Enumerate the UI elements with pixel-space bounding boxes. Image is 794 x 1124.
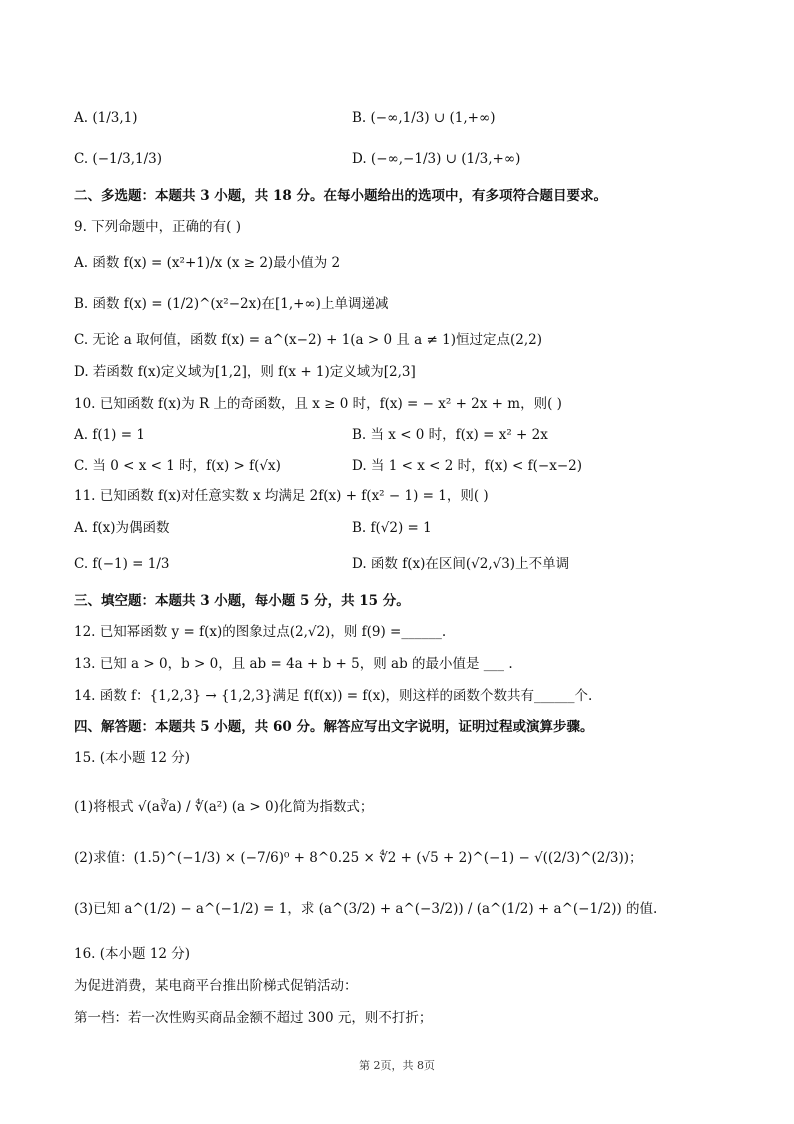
q11-stem: 11. 已知函数 f(x)对任意实数 x 均满足 2f(x) + f(x² − 1) = 1，则( ) [74, 488, 489, 504]
q15-part-2: (2)求值：(1.5)^(−1/3) × (−7/6)⁰ + 8^0.25 × ∜2 + (√5 + 2)^(−1) − √((2/3)^(2/3))； [74, 850, 643, 866]
q10-option-d: D. 当 1 < x < 2 时，f(x) < f(−x−2) [352, 458, 582, 474]
q11-option-d: D. 函数 f(x)在区间(√2,√3)上不单调 [352, 556, 570, 572]
q16-tier-1: 第一档：若一次性购买商品金额不超过 300 元，则不打折； [74, 1010, 433, 1026]
q11-option-b: B. f(√2) = 1 [352, 520, 432, 536]
q8-option-c: C. (−1/3,1/3) [74, 151, 163, 167]
q11-option-c: C. f(−1) = 1/3 [74, 556, 170, 572]
q15-heading: 15. (本小题 12 分) [74, 750, 191, 766]
q14: 14. 函数 f：{1,2,3} → {1,2,3}满足 f(f(x)) = f(x)，则这样的函数个数共有______个. [74, 688, 593, 704]
q9-option-a: A. 函数 f(x) = (x²+1)/x (x ≥ 2)最小值为 2 [74, 255, 341, 271]
section-heading-fill-blank: 三、填空题：本题共 3 小题，每小题 5 分，共 15 分。 [74, 593, 410, 609]
q9-option-d: D. 若函数 f(x)定义域为[1,2]，则 f(x + 1)定义域为[2,3] [74, 364, 416, 380]
q9-option-c: C. 无论 a 取何值，函数 f(x) = a^(x−2) + 1(a > 0 且 a ≠ 1)恒过定点(2,2) [74, 332, 542, 348]
q15-part-1: (1)将根式 √(a∛a) / ∜(a²) (a > 0)化简为指数式； [74, 799, 374, 815]
q9-option-b: B. 函数 f(x) = (1/2)^(x²−2x)在[1,+∞)上单调递减 [74, 296, 389, 312]
q9-stem: 9. 下列命题中，正确的有( ) [74, 219, 241, 235]
q8-option-a: A. (1/3,1) [74, 110, 138, 126]
q8-option-d: D. (−∞,−1/3) ∪ (1/3,+∞) [352, 151, 521, 167]
page-footer: 第 2页，共 8页 [359, 1059, 435, 1072]
q11-option-a: A. f(x)为偶函数 [74, 520, 170, 536]
section-heading-multiple-choice: 二、多选题：本题共 3 小题，共 18 分。在每小题给出的选项中，有多项符合题目要求。 [74, 188, 607, 204]
section-heading-solution: 四、解答题：本题共 5 小题，共 60 分。解答应写出文字说明，证明过程或演算步骤。 [74, 719, 594, 735]
q10-option-c: C. 当 0 < x < 1 时，f(x) > f(√x) [74, 458, 281, 474]
q16-intro: 为促进消费，某电商平台推出阶梯式促销活动： [74, 978, 358, 994]
q10-stem: 10. 已知函数 f(x)为 R 上的奇函数，且 x ≥ 0 时，f(x) = − x² + 2x + m，则( ) [74, 396, 562, 412]
q15-part-3: (3)已知 a^(1/2) − a^(−1/2) = 1，求 (a^(3/2) + a^(−3/2)) / (a^(1/2) + a^(−1/2)) 的值. [74, 901, 658, 917]
q10-option-b: B. 当 x < 0 时，f(x) = x² + 2x [352, 427, 548, 443]
q16-heading: 16. (本小题 12 分) [74, 946, 191, 962]
q8-option-b: B. (−∞,1/3) ∪ (1,+∞) [352, 110, 496, 126]
q12: 12. 已知幂函数 y = f(x)的图象过点(2,√2)，则 f(9) =______. [74, 624, 447, 640]
q10-option-a: A. f(1) = 1 [74, 427, 145, 443]
q13: 13. 已知 a > 0，b > 0，且 ab = 4a + b + 5，则 ab 的最小值是 ___ . [74, 656, 513, 672]
